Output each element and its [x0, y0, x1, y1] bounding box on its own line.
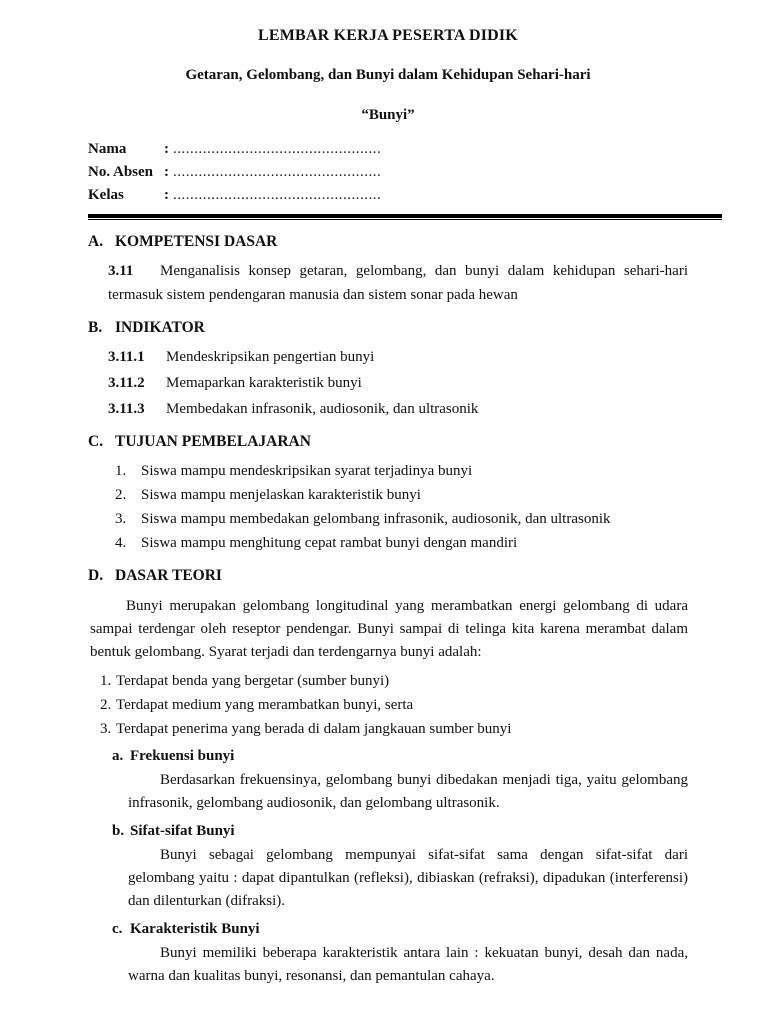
subsection-a-title: Frekuensi bunyi [130, 747, 235, 764]
syarat-item [100, 669, 688, 693]
kompetensi-item-number: 3.11 [108, 263, 134, 280]
tujuan-item [115, 460, 688, 483]
tujuan-item-number: 3. [115, 511, 127, 528]
section-c-title: TUJUAN PEMBELAJARAN [115, 433, 311, 450]
tujuan-item [115, 508, 688, 531]
subsection-frekuensi-heading [112, 744, 688, 768]
document-subtitle: Getaran, Gelombang, dan Bunyi dalam Kehidupan Sehari-hari [185, 67, 591, 83]
syarat-item-number: 3. [100, 720, 112, 737]
section-dasar-teori [88, 564, 688, 987]
indikator-item-text: Membedakan infrasonik, audiosonik, dan ultrasonik [166, 401, 479, 417]
document-topic: “Bunyi” [361, 106, 415, 123]
section-a-letter: A. [88, 233, 104, 250]
tujuan-item-number: 1. [115, 463, 127, 480]
document-title: LEMBAR KERJA PESERTA DIDIK [258, 27, 518, 44]
section-b-title: INDIKATOR [115, 318, 205, 336]
nama-label: Nama [88, 141, 127, 157]
syarat-item-text: Terdapat medium yang merambatkan bunyi, serta [116, 696, 414, 713]
subsection-frekuensi-body: Berdasarkan frekuensinya, gelombang bunyi dibedakan menjadi tiga, yaitu gelombang infrasonik, gelombang audiosonik, dan gelombang ultrasonik. [128, 771, 688, 811]
syarat-item [100, 717, 688, 741]
no-absen-separator: : [164, 164, 169, 180]
kelas-label: Kelas [88, 187, 124, 203]
subsection-c-title: Karakteristik Bunyi [130, 920, 260, 937]
nama-separator: : [164, 141, 169, 157]
indikator-item-number: 3.11.2 [108, 375, 145, 391]
tujuan-item [115, 532, 688, 555]
kelas-fill-line: ................................................. [173, 187, 382, 203]
nama-fill-line: ................................................. [173, 141, 382, 157]
form-row-no-absen [88, 161, 688, 184]
tujuan-item-text: Siswa mampu membedakan gelombang infrasonik, audiosonik, dan ultrasonik [141, 511, 611, 528]
section-c-heading [88, 430, 688, 453]
section-b-letter: B. [88, 318, 103, 336]
form-row-kelas [88, 184, 688, 207]
subsection-b-letter: b. [112, 822, 125, 839]
subsection-karakteristik-body: Bunyi memiliki beberapa karakteristik antara lain : kekuatan bunyi, desah dan nada, warna dan kualitas bunyi, resonansi, dan pemantulan cahaya. [128, 944, 688, 984]
no-absen-fill-line: ................................................. [173, 164, 382, 180]
indikator-item-number: 3.11.1 [108, 349, 145, 365]
syarat-item-number: 1. [100, 672, 112, 689]
tujuan-item-number: 4. [115, 535, 127, 552]
no-absen-label: No. Absen [88, 164, 154, 180]
syarat-item-text: Terdapat penerima yang berada di dalam jangkauan sumber bunyi [116, 720, 512, 737]
indikator-item [108, 372, 688, 395]
subsection-a-letter: a. [112, 747, 124, 764]
indikator-item-text: Mendeskripsikan pengertian bunyi [166, 349, 375, 365]
tujuan-item-text: Siswa mampu mendeskripsikan syarat terjadinya bunyi [141, 463, 473, 480]
tujuan-item [115, 484, 688, 507]
section-kompetensi-dasar [88, 230, 688, 307]
subsection-b-title: Sifat-sifat Bunyi [130, 822, 235, 839]
indikator-item [108, 398, 688, 421]
tujuan-item-number: 2. [115, 487, 127, 504]
tujuan-item-text: Siswa mampu menghitung cepat rambat bunyi dengan mandiri [141, 535, 518, 552]
subsection-sifat-body: Bunyi sebagai gelombang mempunyai sifat-sifat sama dengan sifat-sifat dari gelombang yaitu : dapat dipantulkan (refleksi), dibiaskan (refraksi), dipadukan (interferensi) dan dilenturkan (difraksi). [128, 846, 688, 909]
section-a-title: KOMPETENSI DASAR [115, 233, 278, 250]
subsection-c-letter: c. [112, 920, 123, 937]
section-tujuan-pembelajaran [88, 430, 688, 555]
section-d-heading [88, 564, 688, 587]
divider-rule [88, 214, 722, 220]
subsection-sifat-heading [112, 819, 688, 843]
syarat-item-number: 2. [100, 696, 112, 713]
tujuan-item-text: Siswa mampu menjelaskan karakteristik bunyi [141, 487, 421, 504]
section-a-heading [88, 230, 688, 253]
kompetensi-item-text: Menganalisis konsep getaran, gelombang, dan bunyi dalam kehidupan sehari-hari termasuk sistem pendengaran manusia dan sistem sonar pada hewan [108, 263, 688, 303]
kelas-separator: : [164, 187, 169, 203]
form-row-nama [88, 138, 688, 161]
section-d-title: DASAR TEORI [115, 567, 222, 585]
section-indikator [88, 316, 688, 421]
indikator-item [108, 346, 688, 369]
identity-form [88, 138, 688, 207]
syarat-item [100, 693, 688, 717]
section-d-letter: D. [88, 567, 104, 585]
subsection-karakteristik-heading [112, 917, 688, 941]
kompetensi-item [108, 260, 688, 307]
indikator-item-number: 3.11.3 [108, 401, 145, 417]
indikator-item-text: Memaparkan karakteristik bunyi [166, 375, 362, 391]
section-b-heading [88, 316, 688, 339]
dasar-teori-intro: Bunyi merupakan gelombang longitudinal yang merambatkan energi gelombang di udara sampai terdengar oleh reseptor pendengar. Bunyi sampai di telinga kita karena merambat dalam bentuk gelombang. Syarat terjadi dan terdengarnya bunyi adalah: [90, 597, 688, 660]
syarat-item-text: Terdapat benda yang bergetar (sumber bunyi) [116, 672, 390, 689]
section-c-letter: C. [88, 433, 104, 450]
